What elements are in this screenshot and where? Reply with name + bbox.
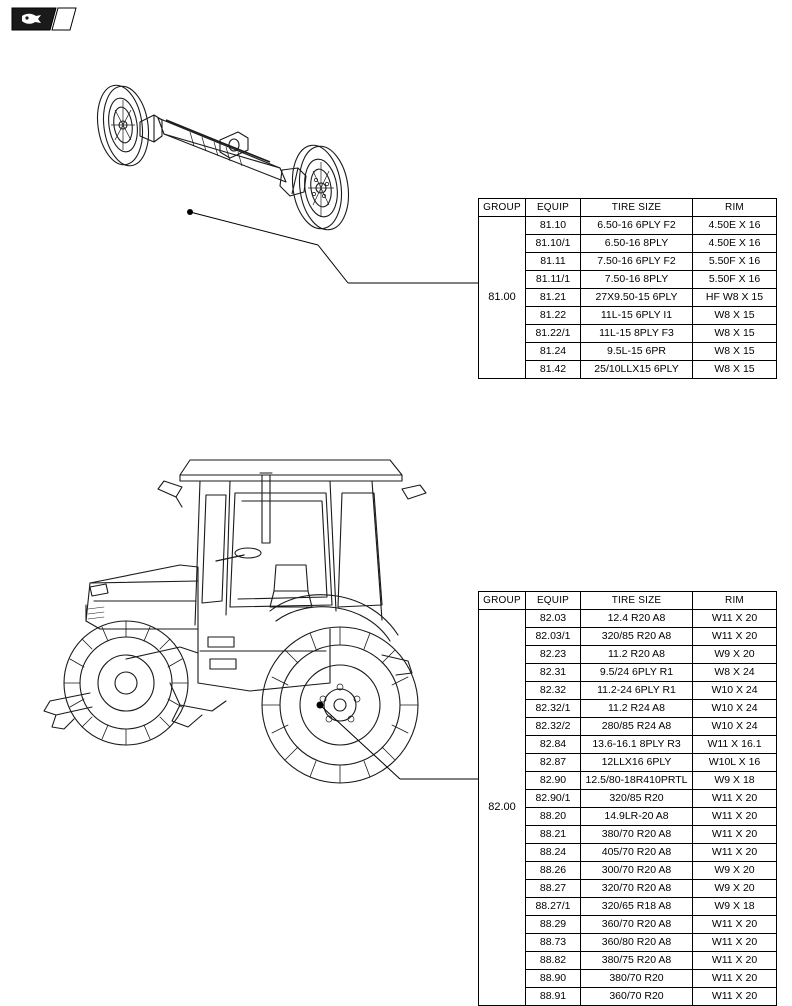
rim-cell: W8 X 15 <box>693 361 777 379</box>
equip-cell: 82.87 <box>526 754 581 772</box>
equip-cell: 81.22 <box>526 307 581 325</box>
rim-cell: 5.50F X 16 <box>693 253 777 271</box>
table-row <box>479 610 777 628</box>
equip-cell: 82.03/1 <box>526 628 581 646</box>
rim-cell: W11 X 20 <box>693 970 777 988</box>
equip-cell: 82.90/1 <box>526 790 581 808</box>
rim-cell: 4.50E X 16 <box>693 217 777 235</box>
rim-cell: W11 X 20 <box>693 808 777 826</box>
header-group: GROUP <box>479 592 526 610</box>
rim-cell: W9 X 20 <box>693 646 777 664</box>
equip-cell: 82.90 <box>526 772 581 790</box>
rim-cell: W9 X 18 <box>693 772 777 790</box>
header-equip: EQUIP <box>526 592 581 610</box>
tire-spec-table-82 <box>478 591 777 1006</box>
rim-cell: 5.50F X 16 <box>693 271 777 289</box>
tire-cell: 27X9.50-15 6PLY <box>581 289 693 307</box>
equip-cell: 81.10 <box>526 217 581 235</box>
equip-cell: 88.27 <box>526 880 581 898</box>
tire-cell: 13.6-16.1 8PLY R3 <box>581 736 693 754</box>
tire-cell: 320/70 R20 A8 <box>581 880 693 898</box>
tire-cell: 380/75 R20 A8 <box>581 952 693 970</box>
brand-logo <box>10 6 78 32</box>
rim-cell: W11 X 20 <box>693 934 777 952</box>
equip-cell: 82.23 <box>526 646 581 664</box>
group-cell: 82.00 <box>479 610 526 1006</box>
table-row <box>479 217 777 235</box>
equip-cell: 81.11/1 <box>526 271 581 289</box>
header-tire-size: TIRE SIZE <box>581 592 693 610</box>
rim-cell: W9 X 20 <box>693 880 777 898</box>
equip-cell: 88.24 <box>526 844 581 862</box>
tractor-side-illustration <box>30 415 480 815</box>
header-group: GROUP <box>479 199 526 217</box>
tire-cell: 11.2 R20 A8 <box>581 646 693 664</box>
equip-cell: 88.29 <box>526 916 581 934</box>
tire-cell: 360/80 R20 A8 <box>581 934 693 952</box>
equip-cell: 82.84 <box>526 736 581 754</box>
table-header-row <box>479 199 777 217</box>
rim-cell: W11 X 20 <box>693 628 777 646</box>
header-rim: RIM <box>693 199 777 217</box>
tire-spec-table-81 <box>478 198 777 379</box>
tire-cell: 6.50-16 8PLY <box>581 235 693 253</box>
equip-cell: 88.27/1 <box>526 898 581 916</box>
tire-cell: 14.9LR-20 A8 <box>581 808 693 826</box>
rim-cell: W8 X 15 <box>693 307 777 325</box>
equip-cell: 81.24 <box>526 343 581 361</box>
rim-cell: HF W8 X 15 <box>693 289 777 307</box>
rim-cell: W11 X 20 <box>693 826 777 844</box>
tire-cell: 7.50-16 6PLY F2 <box>581 253 693 271</box>
table-body <box>479 610 777 1006</box>
rim-cell: W10 X 24 <box>693 718 777 736</box>
equip-cell: 88.21 <box>526 826 581 844</box>
tire-cell: 380/70 R20 A8 <box>581 826 693 844</box>
rim-cell: W10L X 16 <box>693 754 777 772</box>
equip-cell: 88.73 <box>526 934 581 952</box>
equip-cell: 88.90 <box>526 970 581 988</box>
tire-cell: 7.50-16 8PLY <box>581 271 693 289</box>
tire-cell: 360/70 R20 A8 <box>581 916 693 934</box>
tire-cell: 405/70 R20 A8 <box>581 844 693 862</box>
table-header-row <box>479 592 777 610</box>
tire-cell: 300/70 R20 A8 <box>581 862 693 880</box>
equip-cell: 88.26 <box>526 862 581 880</box>
tire-cell: 6.50-16 6PLY F2 <box>581 217 693 235</box>
rim-cell: W9 X 20 <box>693 862 777 880</box>
equip-cell: 82.32 <box>526 682 581 700</box>
equip-cell: 88.91 <box>526 988 581 1006</box>
equip-cell: 88.20 <box>526 808 581 826</box>
rim-cell: W11 X 20 <box>693 610 777 628</box>
table-body <box>479 217 777 379</box>
equip-cell: 82.31 <box>526 664 581 682</box>
equip-cell: 81.10/1 <box>526 235 581 253</box>
tire-cell: 25/10LLX15 6PLY <box>581 361 693 379</box>
rim-cell: W11 X 16.1 <box>693 736 777 754</box>
rim-cell: W11 X 20 <box>693 916 777 934</box>
rim-cell: W9 X 18 <box>693 898 777 916</box>
equip-cell: 81.42 <box>526 361 581 379</box>
tire-cell: 12.5/80-18R410PRTL <box>581 772 693 790</box>
header-tire-size: TIRE SIZE <box>581 199 693 217</box>
tire-cell: 11L-15 6PLY I1 <box>581 307 693 325</box>
tire-cell: 9.5/24 6PLY R1 <box>581 664 693 682</box>
equip-cell: 82.32/2 <box>526 718 581 736</box>
equip-cell: 88.82 <box>526 952 581 970</box>
tire-cell: 380/70 R20 <box>581 970 693 988</box>
rim-cell: W10 X 24 <box>693 700 777 718</box>
rim-cell: 4.50E X 16 <box>693 235 777 253</box>
rim-cell: W11 X 20 <box>693 988 777 1006</box>
rim-cell: W11 X 20 <box>693 844 777 862</box>
tire-cell: 11L-15 8PLY F3 <box>581 325 693 343</box>
tire-cell: 320/65 R18 A8 <box>581 898 693 916</box>
rim-cell: W8 X 15 <box>693 325 777 343</box>
front-axle-assembly-illustration <box>70 70 470 280</box>
group-cell: 81.00 <box>479 217 526 379</box>
tire-cell: 280/85 R24 A8 <box>581 718 693 736</box>
header-equip: EQUIP <box>526 199 581 217</box>
equip-cell: 81.11 <box>526 253 581 271</box>
rim-cell: W11 X 20 <box>693 952 777 970</box>
tire-cell: 11.2 R24 A8 <box>581 700 693 718</box>
equip-cell: 81.21 <box>526 289 581 307</box>
tire-cell: 320/85 R20 <box>581 790 693 808</box>
rim-cell: W10 X 24 <box>693 682 777 700</box>
tire-cell: 12LLX16 6PLY <box>581 754 693 772</box>
header-rim: RIM <box>693 592 777 610</box>
equip-cell: 82.03 <box>526 610 581 628</box>
rim-cell: W11 X 20 <box>693 790 777 808</box>
tire-cell: 12.4 R20 A8 <box>581 610 693 628</box>
equip-cell: 81.22/1 <box>526 325 581 343</box>
equip-cell: 82.32/1 <box>526 700 581 718</box>
tire-cell: 320/85 R20 A8 <box>581 628 693 646</box>
tire-cell: 9.5L-15 6PR <box>581 343 693 361</box>
tire-cell: 11.2-24 6PLY R1 <box>581 682 693 700</box>
rim-cell: W8 X 15 <box>693 343 777 361</box>
tire-cell: 360/70 R20 <box>581 988 693 1006</box>
rim-cell: W8 X 24 <box>693 664 777 682</box>
